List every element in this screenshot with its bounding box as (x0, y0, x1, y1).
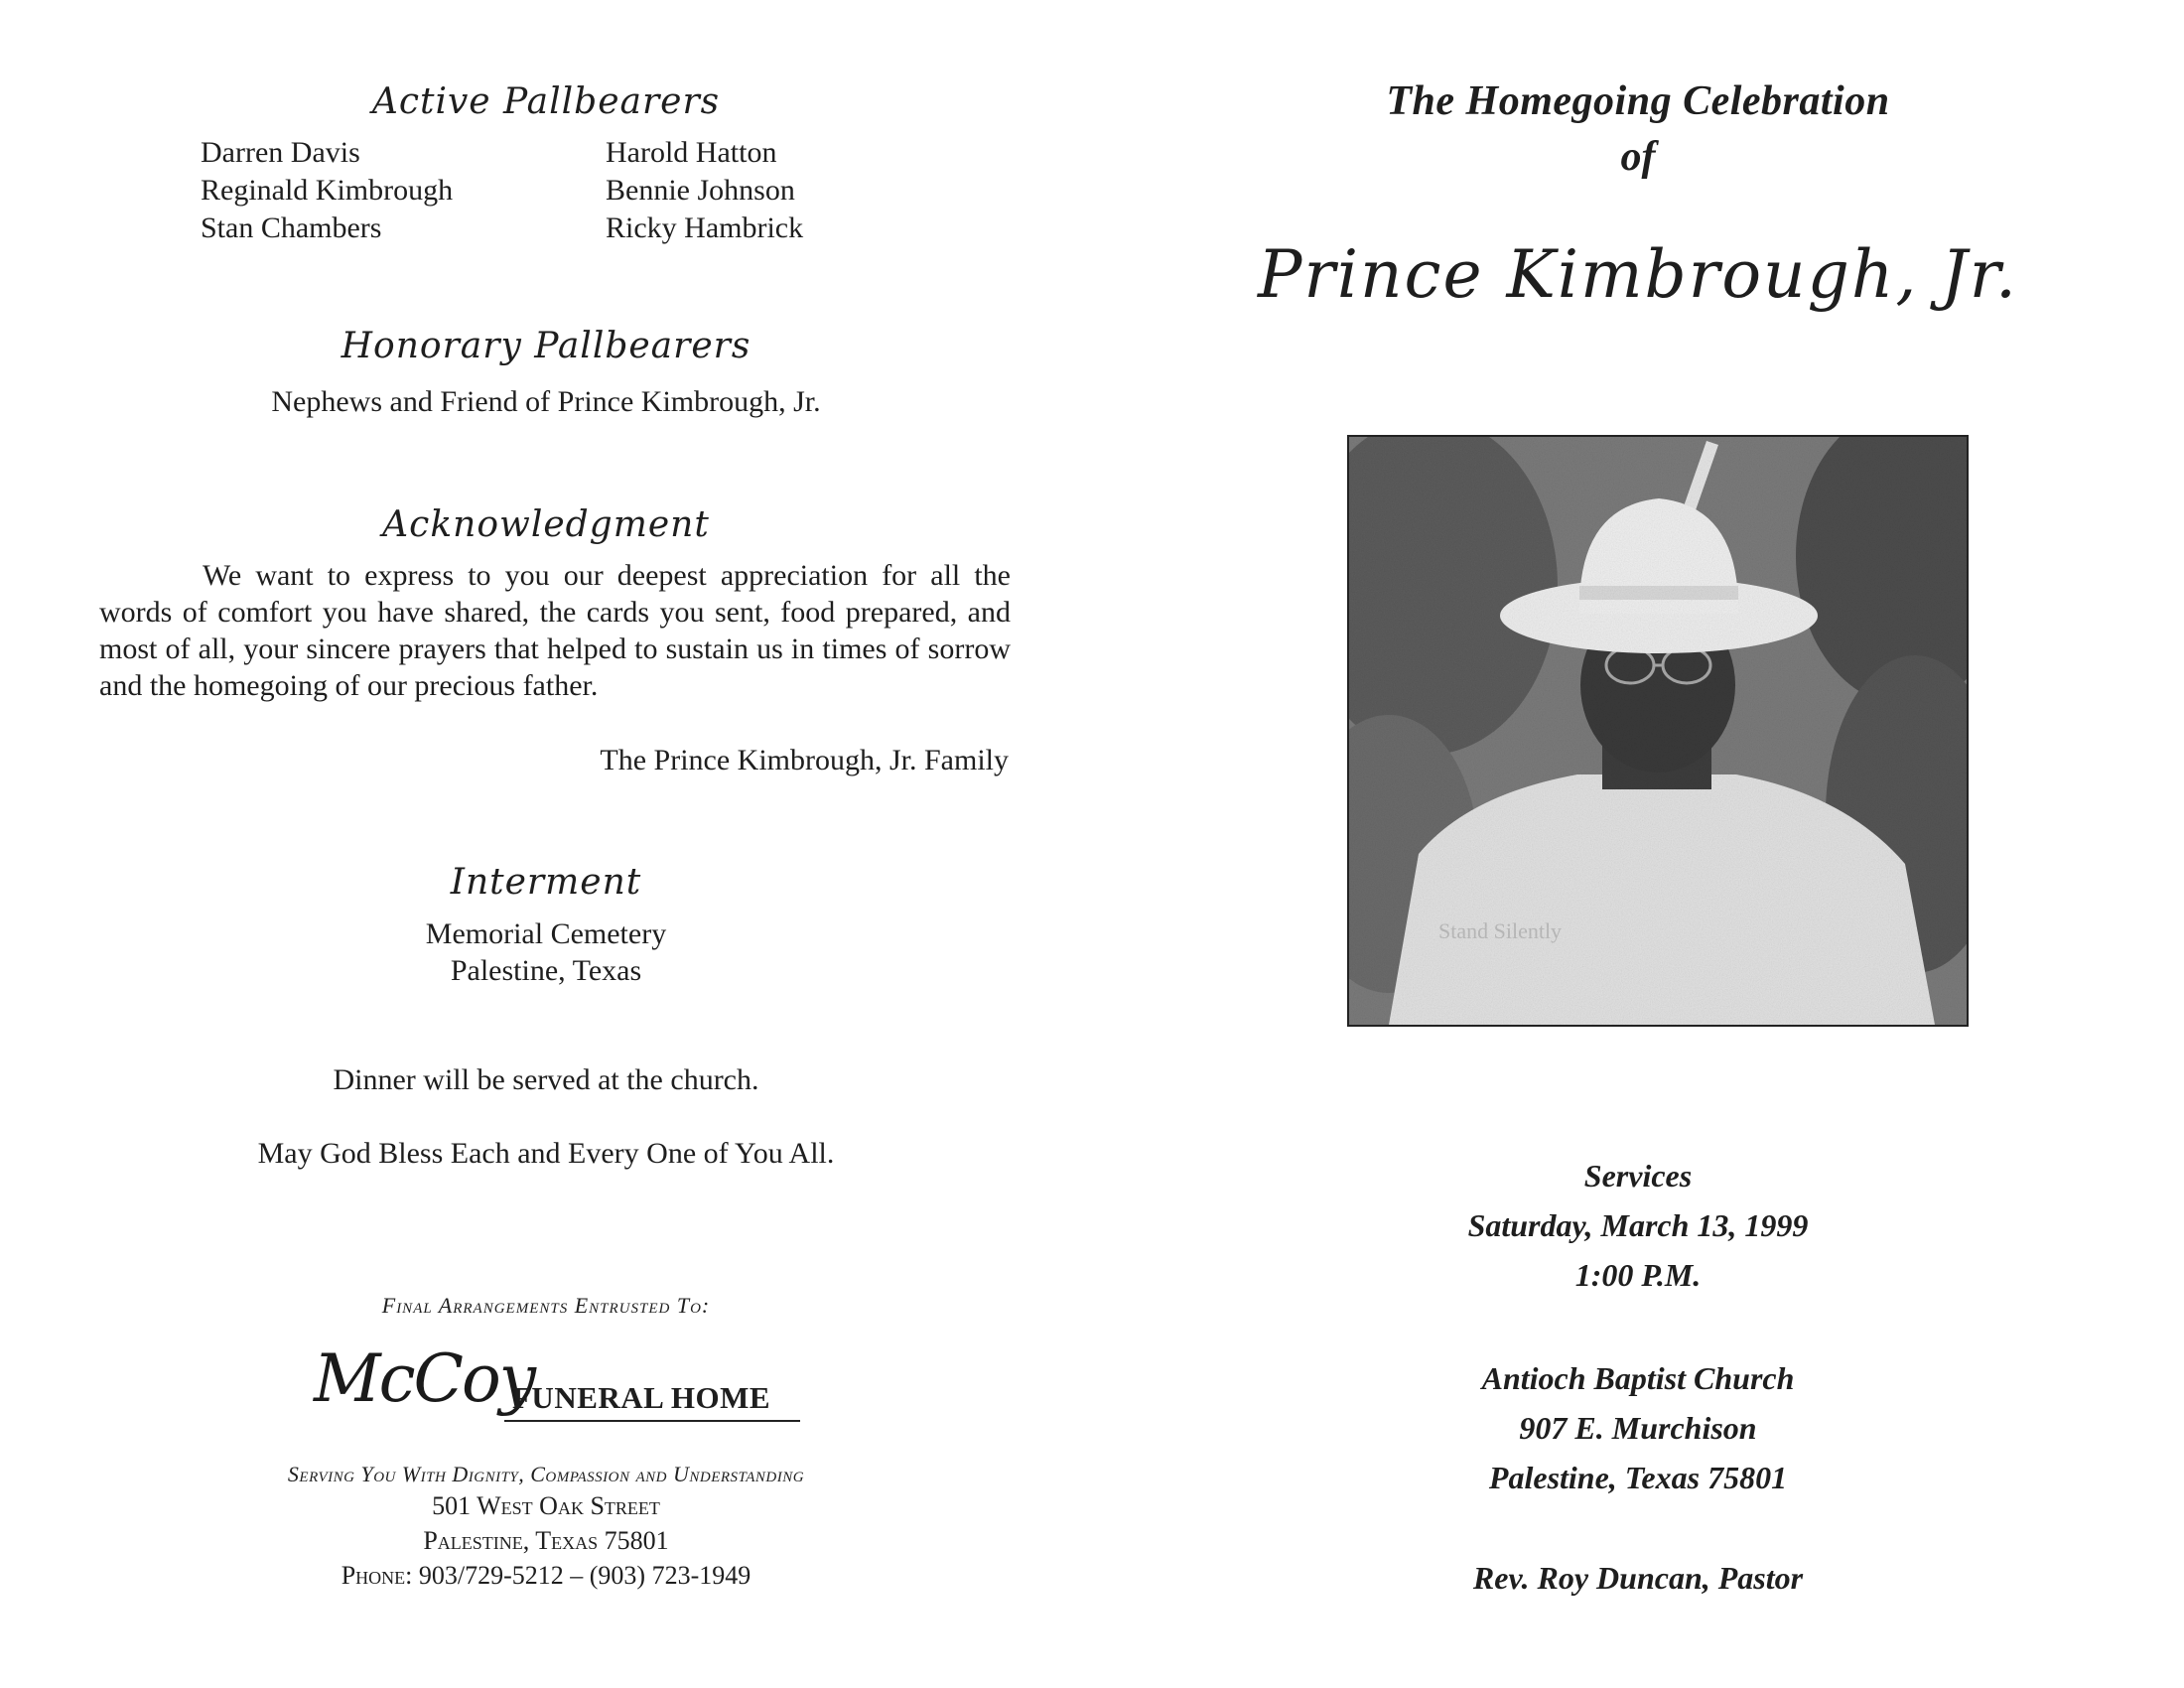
portrait-photo (1347, 435, 1969, 1027)
right-panel (1092, 0, 2184, 1688)
portrait-illustration (1349, 437, 1967, 1025)
pallbearer-name: Darren Davis (201, 136, 360, 169)
active-pallbearers-heading: Active Pallbearers (371, 81, 721, 122)
services-date: Saturday, March 13, 1999 (1467, 1207, 1809, 1243)
deceased-name: Prince Kimbrough, Jr. (1257, 236, 2019, 313)
services-time: 1:00 P.M. (1574, 1257, 1702, 1293)
pallbearer-name: Stan Chambers (201, 211, 382, 244)
shirt-print-text: Stand Silently (1438, 918, 1563, 943)
logo-text: FUNERAL HOME (512, 1380, 771, 1415)
church-name: Antioch Baptist Church (1481, 1360, 1795, 1396)
funeral-home-phone: Phone: 903/729-5212 – (903) 723-1949 (341, 1561, 751, 1590)
church-city: Palestine, Texas 75801 (1488, 1460, 1788, 1495)
pallbearer-name: Harold Hatton (606, 136, 777, 169)
acknowledgment-heading: Acknowledgment (382, 504, 710, 545)
funeral-home-logo (314, 1340, 810, 1430)
pallbearer-name: Reginald Kimbrough (201, 174, 454, 207)
funeral-home-address1: 501 West Oak Street (432, 1491, 660, 1520)
blessing-note: May God Bless Each and Every One of You All. (257, 1137, 835, 1170)
pallbearer-name: Bennie Johnson (606, 174, 795, 207)
funeral-home-tagline: Serving You With Dignity, Compassion and Understanding (287, 1462, 805, 1486)
title-line1: The Homegoing Celebration (1386, 78, 1890, 124)
logo-underline (504, 1420, 800, 1422)
active-pallbearers-col2 (606, 134, 803, 247)
interment-heading: Interment (450, 862, 642, 903)
dinner-note: Dinner will be served at the church. (333, 1063, 759, 1096)
entrusted-label: Final Arrangements Entrusted To: (381, 1293, 711, 1318)
pallbearer-name: Ricky Hambrick (606, 211, 804, 244)
interment-line2: Palestine, Texas (450, 954, 642, 987)
pastor-name: Rev. Roy Duncan, Pastor (1472, 1560, 1804, 1596)
title-line2: of (1620, 134, 1656, 180)
funeral-home-address2: Palestine, Texas 75801 (423, 1526, 669, 1555)
services-label: Services (1583, 1158, 1693, 1194)
church-street: 907 E. Murchison (1519, 1410, 1757, 1446)
interment-line1: Memorial Cemetery (425, 917, 667, 950)
acknowledgment-signature: The Prince Kimbrough, Jr. Family (600, 744, 1009, 776)
active-pallbearers-col1 (201, 134, 453, 247)
acknowledgment-paragraph: We want to express to you our deepest appreciation for all the words of comfort you have shared, the cards you sent, food prepared, and most of all, your sincere prayers that helped to sustain us in times of sorrow and the homegoing of our precious father. (99, 559, 1011, 702)
honorary-pallbearers-text: Nephews and Friend of Prince Kimbrough, Jr. (271, 385, 821, 418)
logo-script: McCoy (314, 1340, 535, 1417)
honorary-pallbearers-heading: Honorary Pallbearers (341, 326, 751, 366)
